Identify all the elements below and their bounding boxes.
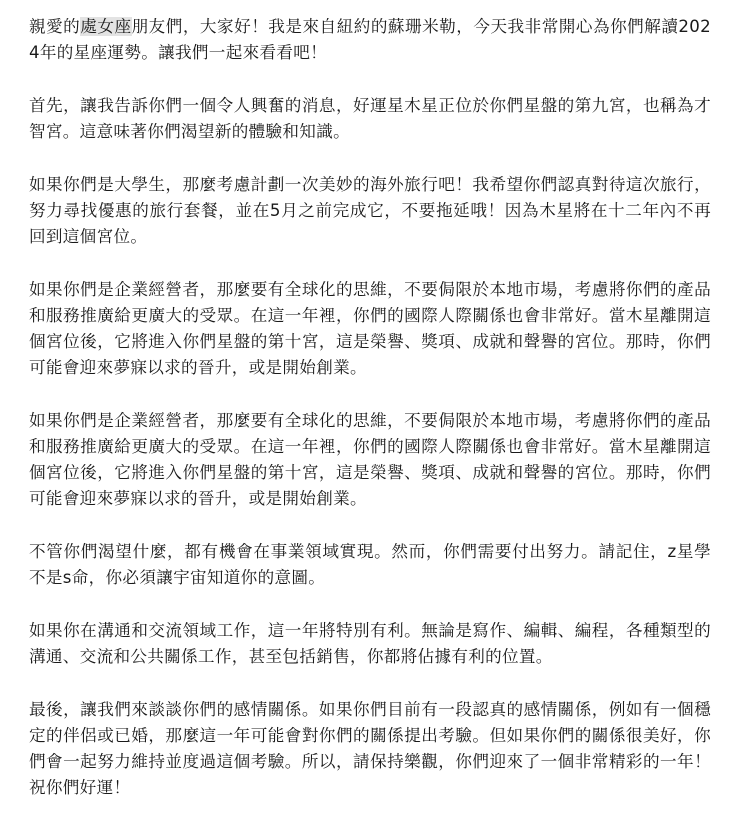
intro-text-after: 朋友們，大家好！我是來自紐約的蘇珊米勒，今天我非常開心為你們解讀2024年的星座運勢。讓我們一起來看看吧！ [29,17,712,62]
paragraph-relationships: 最後，讓我們來談談你們的感情關係。如果你們目前有一段認真的感情關係，例如有一個穩定的伴侶或已婚，那麼這一年可能會對你們的關係提出考驗。但如果你們的關係很美好，你們會一起努力維持並度過這個考驗。所以，請保持樂觀，你們迎來了一個非常精彩的一年！祝你們好運！ [29,700,711,797]
paragraph-communication: 如果你在溝通和交流領域工作，這一年將特別有利。無論是寫作、編輯、編程，各種類型的溝通、交流和公共關係工作，甚至包括銷售，你都將佔據有利的位置。 [29,621,711,666]
paragraph-students-travel: 如果你們是大學生，那麼考慮計劃一次美妙的海外旅行吧！我希望你們認真對待這次旅行，努力尋找優惠的旅行套餐，並在5月之前完成它，不要拖延哦！因為木星將在十二年內不再回到這個宮位。 [29,175,711,246]
intro-text-before: 親愛的 [29,17,81,36]
paragraph-business-owners-repeat: 如果你們是企業經營者，那麼要有全球化的思維，不要侷限於本地市場，考慮將你們的產品和服務推廣給更廣大的受眾。在這一年裡，你們的國際人際關係也會非常好。當木星離開這個宮位後，它將進入你們星盤的第十宮，這是榮譽、獎項、成就和聲譽的宮位。那時，你們可能會迎來夢寐以求的晉升，或是開始創業。 [29,411,711,508]
highlighted-zodiac-sign: 處女座 [80,17,132,36]
paragraph-career: 不管你們渴望什麼，都有機會在事業領域實現。然而，你們需要付出努力。請記住，z星學不是s命，你必須讓宇宙知道你的意圖。 [29,542,711,587]
intro-paragraph [29,14,711,66]
paragraph-business-owners: 如果你們是企業經營者，那麼要有全球化的思維，不要侷限於本地市場，考慮將你們的產品和服務推廣給更廣大的受眾。在這一年裡，你們的國際人際關係也會非常好。當木星離開這個宮位後，它將進入你們星盤的第十宮，這是榮譽、獎項、成就和聲譽的宮位。那時，你們可能會迎來夢寐以求的晉升，或是開始創業。 [29,280,711,377]
paragraph-jupiter-ninth-house: 首先，讓我告訴你們一個令人興奮的消息，好運星木星正位於你們星盤的第九宮，也稱為才智宮。這意味著你們渴望新的體驗和知識。 [29,96,711,141]
